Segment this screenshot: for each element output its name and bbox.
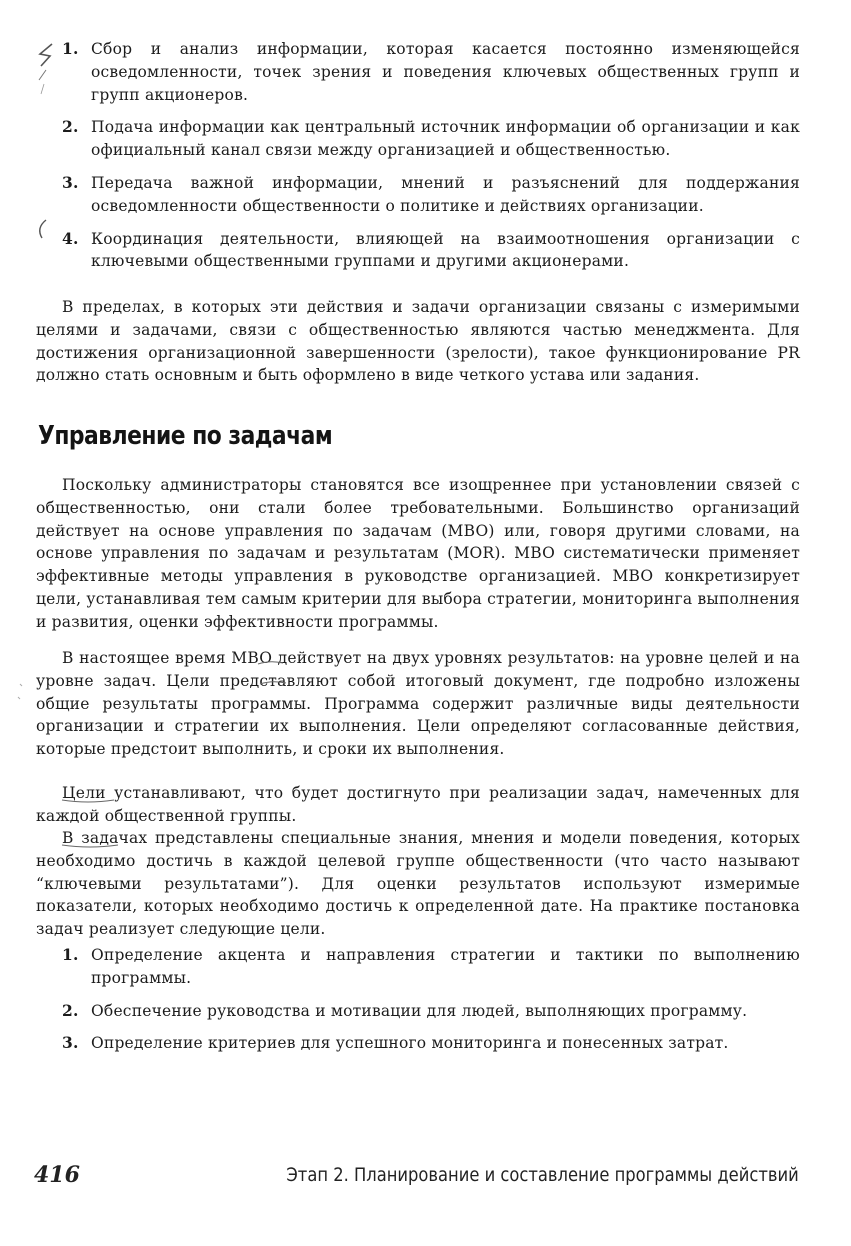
list-item-number: 2. — [62, 1000, 79, 1020]
numbered-list-bottom — [62, 944, 800, 1065]
list-item-number: 3. — [62, 1033, 79, 1053]
paragraph: Поскольку администраторы становятся все изощреннее при установлении связей с общественностью, они стали более требовательными. Большинство организаций действует на основе управления по задачам (MBO) или, говоря другими словами, на основе управления по задачам и результатам (MOR). MBO систематически применяет эффективные методы управления в руководстве организацией. MBO конкретизирует цели, устанавливая тем самым критерии для выбора стратегии, мониторинга выполнения и развития, оценки эффективности программы. — [36, 476, 800, 631]
list-item-number: 1. — [62, 39, 79, 58]
list-item — [62, 1000, 800, 1023]
list-item — [62, 116, 800, 162]
list-item-text: Координация деятельности, влияющей на взаимоотношения организации с ключевыми общественными группами и другими акционерами. — [91, 229, 800, 271]
page-number: 416 — [34, 1162, 80, 1188]
paragraph: В настоящее время MBO действует на двух уровнях результатов: на уровне целей и на уровне задач. Цели представляют собой итоговый документ, где подробно изложены общие результаты программы. Программа содержит различные виды деятельности организации и стратегии их выполнения. Цели определяют согласованные действия, которые предстоит выполнить, и сроки их выполнения. — [36, 649, 800, 759]
list-item-text: Передача важной информации, мнений и разъяснений для поддержания осведомленности общественности о политике и действиях организации. — [91, 173, 800, 215]
list-item-number: 3. — [62, 172, 79, 192]
margin-mark-icon — [41, 84, 44, 94]
list-item — [62, 38, 800, 106]
list-item-number: 1. — [62, 945, 79, 964]
numbered-list-top — [62, 38, 800, 283]
list-item — [62, 944, 800, 990]
list-item-number: 4. — [62, 228, 79, 248]
running-footer: Этап 2. Планирование и составление программы действий — [286, 1164, 799, 1186]
margin-mark-icon — [39, 70, 46, 80]
list-item-text: Обеспечение руководства и мотивации для людей, выполняющих программу. — [91, 1001, 748, 1020]
list-item — [62, 1032, 800, 1055]
margin-dot-icon — [18, 684, 22, 699]
paragraph: В задачах представлены специальные знания, мнения и модели поведения, которых необходимо достичь в каждой целевой группе общественности (что часто называют “ключевыми результатами”). Для оценки результатов используют измеримые показатели, которых необходимо достичь к определенной дате. На практике постановка задач реализует следующие цели. — [36, 829, 800, 939]
list-item-text: Определение критериев для успешного мониторинга и понесенных затрат. — [91, 1034, 729, 1053]
list-item — [62, 228, 800, 274]
list-item — [62, 172, 800, 218]
margin-mark-icon — [40, 44, 52, 66]
list-item-text: Определение акцента и направления стратегии и тактики по выполнению программы. — [91, 946, 800, 987]
section-heading: Управление по задачам — [38, 421, 333, 451]
list-item-number: 2. — [62, 117, 79, 137]
list-item-text: Сбор и анализ информации, которая касается постоянно изменяющейся осведомленности, точек зрения и поведения ключевых общественных групп и групп акционеров. — [91, 40, 800, 104]
list-item-text: Подача информации как центральный источник информации об организации и как официальный канал связи между организацией и общественностью. — [91, 118, 800, 160]
margin-bracket-icon — [40, 220, 46, 238]
paragraph: В пределах, в которых эти действия и задачи организации связаны с измеримыми целями и задачами, связи с общественностью являются частью менеджмента. Для достижения организационной завершенности (зрелости), такое функционирование PR должно стать основным и быть оформлено в виде четкого устава или задания. — [36, 298, 800, 385]
paragraph: Цели устанавливают, что будет достигнуто при реализации задач, намеченных для каждой общественной группы. — [36, 784, 800, 825]
